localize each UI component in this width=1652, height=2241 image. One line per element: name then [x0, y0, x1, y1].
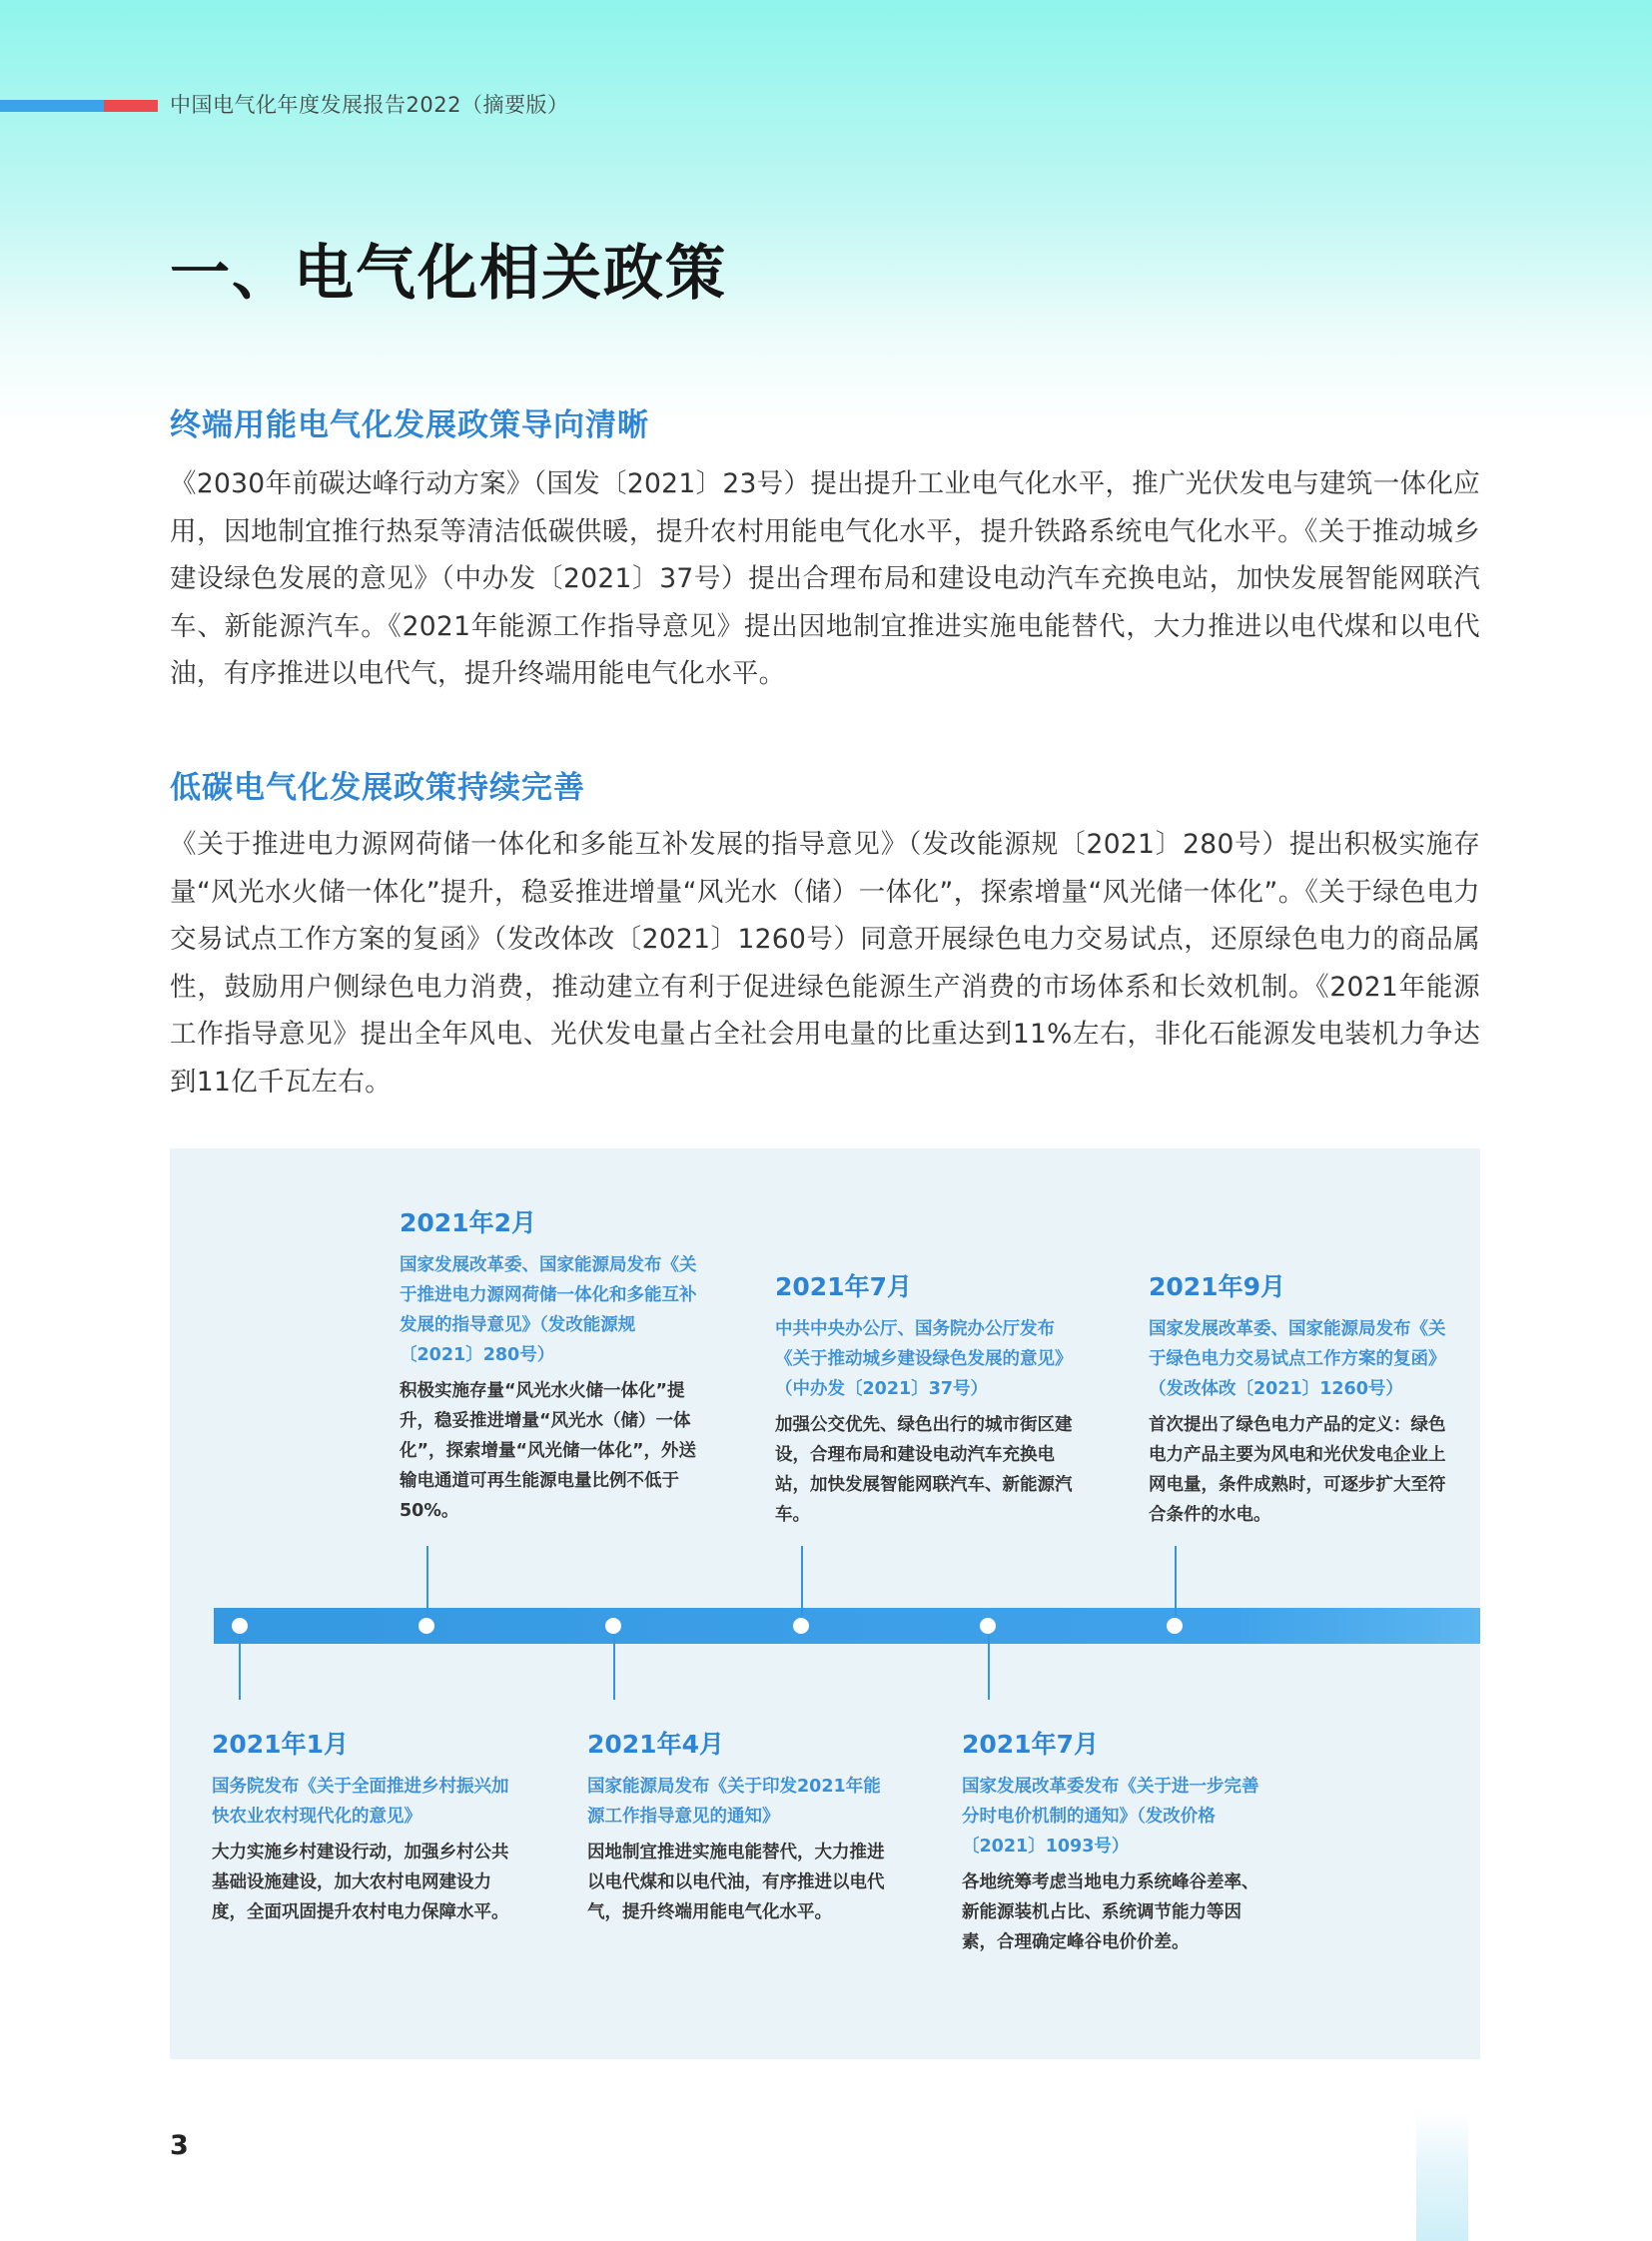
timeline-event-2021-01: [212, 1728, 511, 1927]
header-accent-bar: [0, 100, 158, 112]
timeline-stem: [426, 1546, 428, 1616]
timeline-stem: [801, 1546, 803, 1616]
event-date: 2021年1月: [212, 1730, 349, 1759]
timeline-event-2021-07-upper: [775, 1270, 1075, 1530]
event-date: 2021年9月: [1149, 1272, 1285, 1301]
timeline-dot: [1167, 1618, 1183, 1634]
event-source: 国家发展改革委、国家能源局发布《关于绿色电力交易试点工作方案的复函》（发改体改〔2021〕1260号）: [1149, 1319, 1446, 1399]
page-number: 3: [170, 2130, 189, 2161]
event-date: 2021年7月: [775, 1272, 912, 1301]
corner-decoration: [1416, 2112, 1468, 2241]
running-header-title: 中国电气化年度发展报告2022（摘要版）: [170, 93, 569, 117]
timeline-dot: [605, 1618, 621, 1634]
event-source: 中共中央办公厅、国务院办公厅发布《关于推动城乡建设绿色发展的意见》（中办发〔2021〕37号）: [775, 1319, 1073, 1399]
timeline-dot: [793, 1618, 809, 1634]
event-source: 国家发展改革委发布《关于进一步完善分时电价机制的通知》（发改价格〔2021〕1093号）: [962, 1777, 1259, 1857]
event-date: 2021年2月: [400, 1208, 536, 1237]
event-description: 各地统筹考虑当地电力系统峰谷差率、新能源装机占比、系统调节能力等因素，合理确定峰谷电价价差。: [962, 1872, 1259, 1952]
event-source: 国家能源局发布《关于印发2021年能源工作指导意见的通知》: [587, 1777, 881, 1827]
event-description: 加强公交优先、绿色出行的城市街区建设，合理布局和建设电动汽车充换电站，加快发展智能网联汽车、新能源汽车。: [775, 1415, 1073, 1525]
page-title: 一、电气化相关政策: [170, 239, 727, 309]
event-date: 2021年7月: [962, 1730, 1099, 1759]
timeline-event-2021-07-lower: [962, 1728, 1261, 1957]
event-source: 国务院发布《关于全面推进乡村振兴加快农业农村现代化的意见》: [212, 1777, 509, 1827]
section-heading-low-carbon: 低碳电气化发展政策持续完善: [170, 770, 585, 806]
timeline-stem: [1175, 1546, 1177, 1616]
timeline-dot: [980, 1618, 996, 1634]
policy-timeline: [170, 1148, 1480, 2059]
header-bar-blue: [0, 100, 104, 112]
section-body-low-carbon: 《关于推进电力源网荷储一体化和多能互补发展的指导意见》（发改能源规〔2021〕280号）提出积极实施存量“风光水火储一体化”提升，稳妥推进增量“风光水（储）一体化”，探索增量“风光储一体化”。《关于绿色电力交易试点工作方案的复函》（发改体改〔2021〕1260号）同意开展绿色电力交易试点，还原绿色电力的商品属性，鼓励用户侧绿色电力消费，推动建立有利于促进绿色能源生产消费的市场体系和长效机制。《2021年能源工作指导意见》提出全年风电、光伏发电量占全社会用电量的比重达到11%左右，非化石能源发电装机力争达到11亿千瓦左右。: [170, 829, 1480, 1098]
timeline-event-2021-04: [587, 1728, 887, 1927]
timeline-stem: [239, 1636, 241, 1700]
timeline-event-2021-02: [400, 1206, 699, 1526]
timeline-stem: [613, 1636, 615, 1700]
event-date: 2021年4月: [587, 1730, 724, 1759]
section-body-terminal-electrification: 《2030年前碳达峰行动方案》（国发〔2021〕23号）提出提升工业电气化水平，推广光伏发电与建筑一体化应用，因地制宜推行热泵等清洁低碳供暖，提升农村用能电气化水平，提升铁路系统电气化水平。《关于推动城乡建设绿色发展的意见》（中办发〔2021〕37号）提出合理布局和建设电动汽车充换电站，加快发展智能网联汽车、新能源汽车。《2021年能源工作指导意见》提出因地制宜推进实施电能替代，大力推进以电代煤和以电代油，有序推进以电代气，提升终端用能电气化水平。: [170, 468, 1480, 689]
timeline-axis: [214, 1608, 1480, 1644]
timeline-dot: [418, 1618, 434, 1634]
section-heading-terminal-electrification: 终端用能电气化发展政策导向清晰: [170, 407, 649, 443]
timeline-event-2021-09: [1149, 1270, 1448, 1530]
event-description: 积极实施存量“风光水火储一体化”提升，稳妥推进增量“风光水（储）一体化”，探索增量“风光储一体化”，外送输电通道可再生能源电量比例不低于50%。: [400, 1381, 697, 1521]
event-description: 首次提出了绿色电力产品的定义：绿色电力产品主要为风电和光伏发电企业上网电量，条件成熟时，可逐步扩大至符合条件的水电。: [1149, 1415, 1446, 1525]
timeline-dot: [232, 1618, 248, 1634]
timeline-stem: [988, 1636, 990, 1700]
header-bar-red: [104, 100, 158, 112]
event-description: 大力实施乡村建设行动，加强乡村公共基础设施建设，加大农村电网建设力度，全面巩固提升农村电力保障水平。: [212, 1843, 509, 1922]
event-description: 因地制宜推进实施电能替代，大力推进以电代煤和以电代油，有序推进以电代气，提升终端用能电气化水平。: [587, 1843, 885, 1922]
event-source: 国家发展改革委、国家能源局发布《关于推进电力源网荷储一体化和多能互补发展的指导意见》（发改能源规〔2021〕280号）: [400, 1255, 697, 1365]
